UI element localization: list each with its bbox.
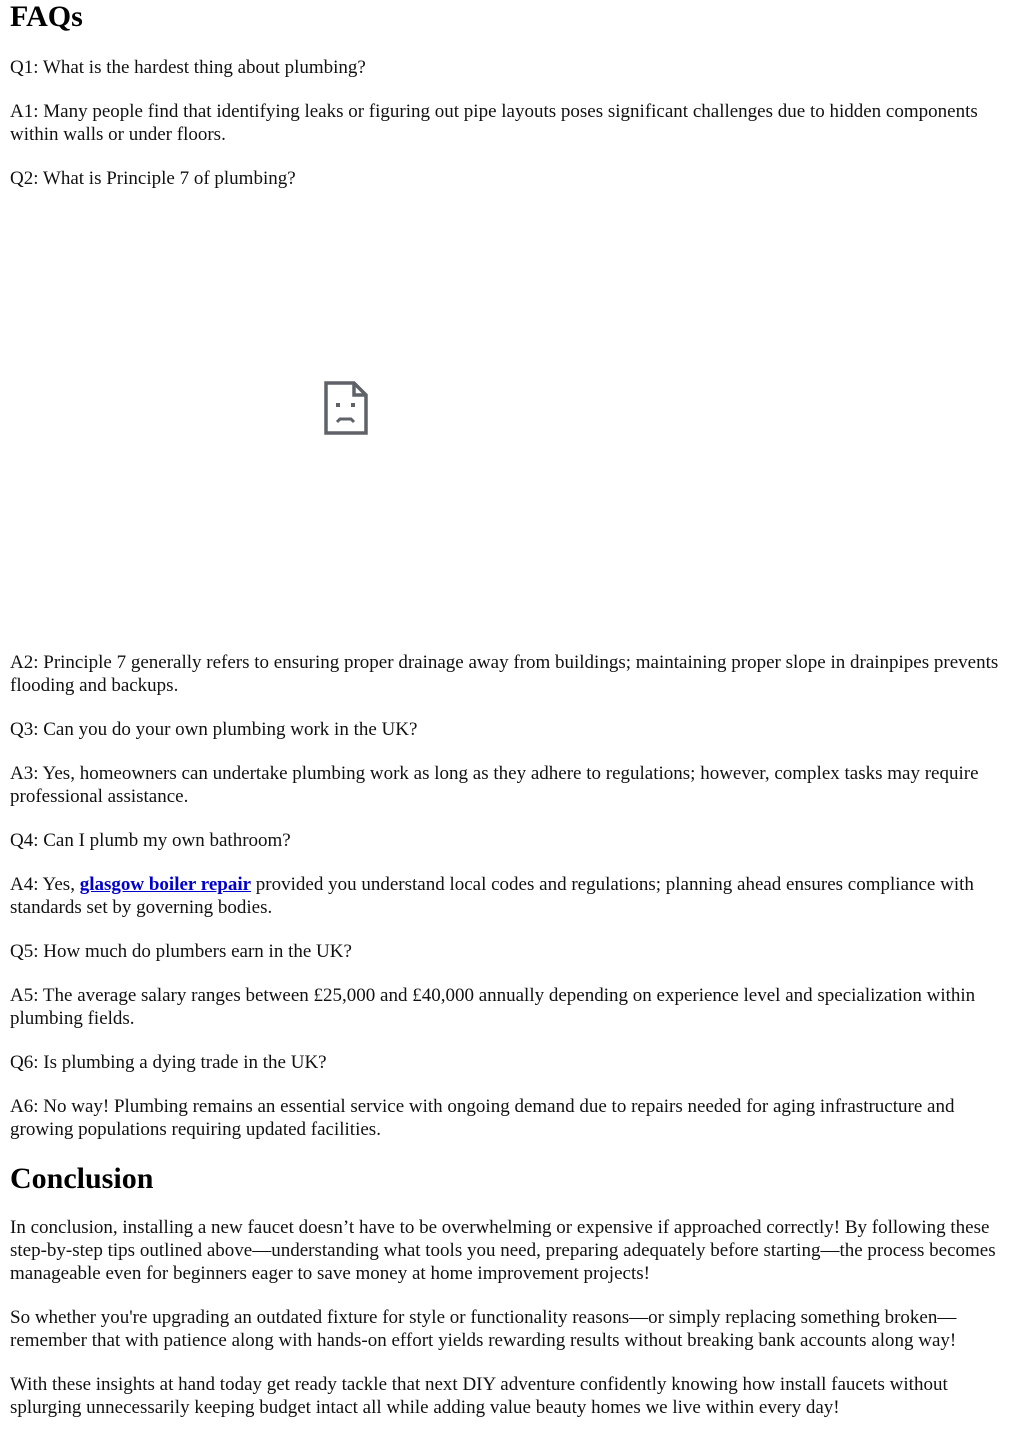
- faq-answer-3: A3: Yes, homeowners can undertake plumbing work as long as they adhere to regulations; however, complex tasks may require professional assistance.: [10, 763, 979, 807]
- faq-answer-4-prefix: A4: Yes,: [10, 874, 80, 895]
- faq-answer-5: A5: The average salary ranges between £25,000 and £40,000 annually depending on experience level and specialization within plumbing fields.: [10, 985, 976, 1029]
- faq-answer-6: A6: No way! Plumbing remains an essential service with ongoing demand due to repairs needed for aging infrastructure and growing populations requiring updated facilities.: [10, 1096, 955, 1140]
- glasgow-boiler-repair-link[interactable]: glasgow boiler repair: [79, 874, 252, 895]
- faq-question-6: Q6: Is plumbing a dying trade in the UK?: [10, 1052, 327, 1073]
- broken-image-placeholder: [10, 207, 686, 627]
- faq-question-1: Q1: What is the hardest thing about plumbing?: [10, 57, 366, 78]
- conclusion-paragraph-1: In conclusion, installing a new faucet doesn’t have to be overwhelming or expensive if approached correctly! By following these step-by-step tips outlined above—understanding what tools you need, preparing adequately before starting—the process becomes manageable even for beginners eager to save money at home improvement projects!: [10, 1217, 996, 1284]
- faq-answer-4-suffix: provided you understand local codes and regulations; planning ahead ensures compliance with standards set by governing bodies.: [10, 874, 974, 918]
- faq-question-5: Q5: How much do plumbers earn in the UK?: [10, 941, 352, 962]
- faq-heading: FAQs: [10, 0, 83, 33]
- faq-question-4: Q4: Can I plumb my own bathroom?: [10, 830, 291, 851]
- faq-question-3: Q3: Can you do your own plumbing work in the UK?: [10, 719, 418, 740]
- conclusion-heading: Conclusion: [10, 1162, 154, 1195]
- faq-answer-4: [10, 873, 1014, 919]
- conclusion-paragraph-2: So whether you're upgrading an outdated fixture for style or functionality reasons—or simply replacing something broken—remember that with patience along with hands-on effort yields rewarding results without breaking bank accounts along way!: [10, 1307, 957, 1351]
- broken-image-icon: [324, 381, 368, 435]
- faq-answer-1: A1: Many people find that identifying leaks or figuring out pipe layouts poses significant challenges due to hidden components within walls or under floors.: [10, 101, 978, 145]
- faq-answer-2: A2: Principle 7 generally refers to ensuring proper drainage away from buildings; maintaining proper slope in drainpipes prevents flooding and backups.: [10, 652, 999, 696]
- conclusion-paragraph-3: With these insights at hand today get ready tackle that next DIY adventure confidently knowing how install faucets without splurging unnecessarily keeping budget intact all while adding value beauty homes we live within every day!: [10, 1374, 948, 1418]
- faq-question-2: Q2: What is Principle 7 of plumbing?: [10, 168, 296, 189]
